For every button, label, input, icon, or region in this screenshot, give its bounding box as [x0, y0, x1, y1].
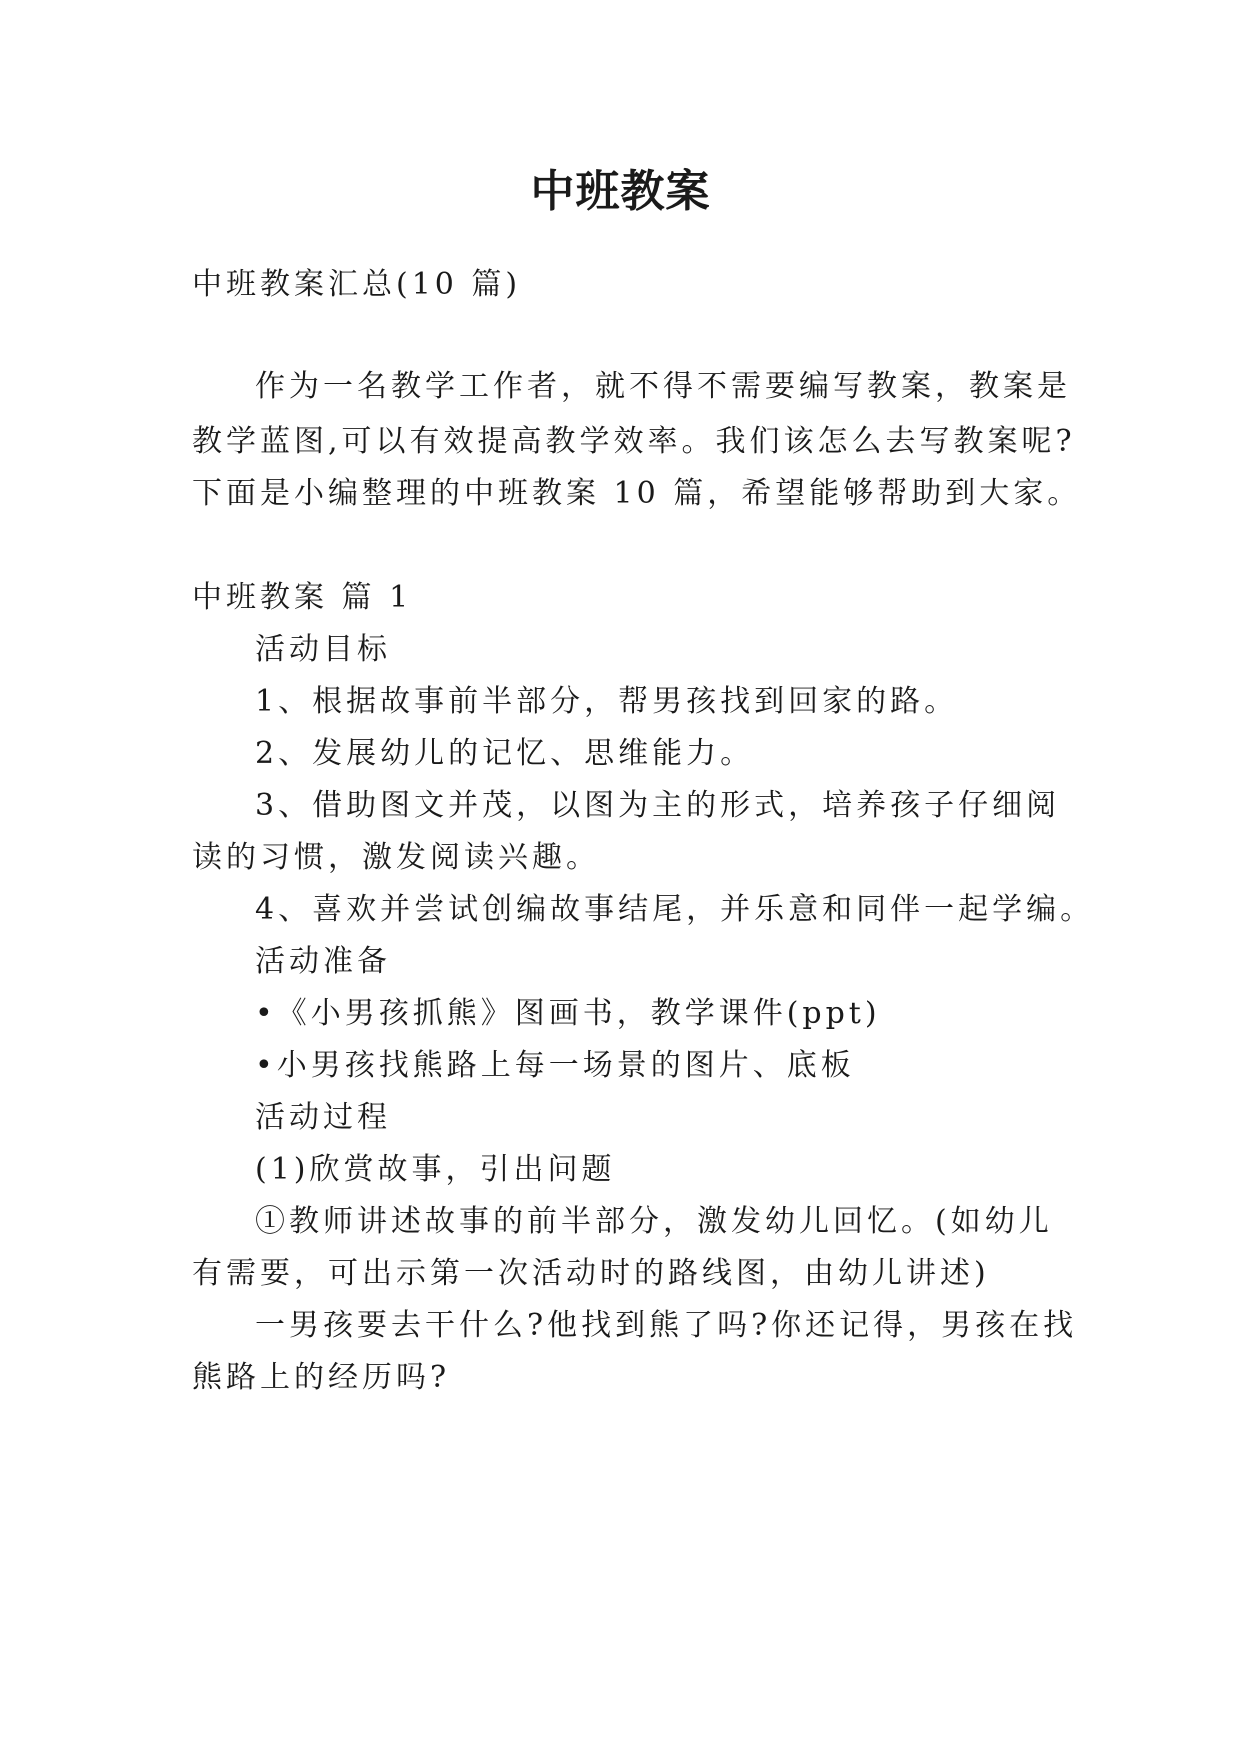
body-line: 读的习惯，激发阅读兴趣。 [192, 840, 600, 875]
intro-line: 教学蓝图,可以有效提高教学效率。我们该怎么去写教案呢? [192, 424, 1076, 459]
body-line: •小男孩找熊路上每一场景的图片、底板 [255, 1048, 855, 1083]
body-line: 一男孩要去干什么?他找到熊了吗?你还记得，男孩在找 [255, 1308, 1078, 1343]
body-line: ①教师讲述故事的前半部分，激发幼儿回忆。(如幼儿 [255, 1204, 1053, 1239]
body-line: (1)欣赏故事，引出问题 [255, 1152, 616, 1187]
body-line: •《小男孩抓熊》图画书，教学课件(ppt) [255, 996, 881, 1031]
intro-line: 作为一名教学工作者，就不得不需要编写教案，教案是 [255, 369, 1071, 404]
body-line: 有需要，可出示第一次活动时的路线图，由幼儿讲述) [192, 1256, 990, 1291]
body-line: 活动过程 [255, 1100, 391, 1135]
intro-line: 下面是小编整理的中班教案 10 篇，希望能够帮助到大家。 [192, 476, 1082, 511]
body-line: 4、喜欢并尝试创编故事结尾，并乐意和同伴一起学编。 [255, 892, 1095, 927]
body-line: 活动目标 [255, 632, 391, 667]
body-line: 1、根据故事前半部分，帮男孩找到回家的路。 [255, 684, 959, 719]
body-line: 3、借助图文并茂，以图为主的形式，培养孩子仔细阅 [255, 788, 1061, 823]
body-line: 熊路上的经历吗? [192, 1360, 451, 1395]
document-subtitle: 中班教案汇总(10 篇) [192, 267, 522, 302]
section-heading: 中班教案 篇 1 [192, 580, 413, 615]
body-line: 活动准备 [255, 944, 391, 979]
body-line: 2、发展幼儿的记忆、思维能力。 [255, 736, 755, 771]
document-title: 中班教案 [530, 166, 711, 217]
